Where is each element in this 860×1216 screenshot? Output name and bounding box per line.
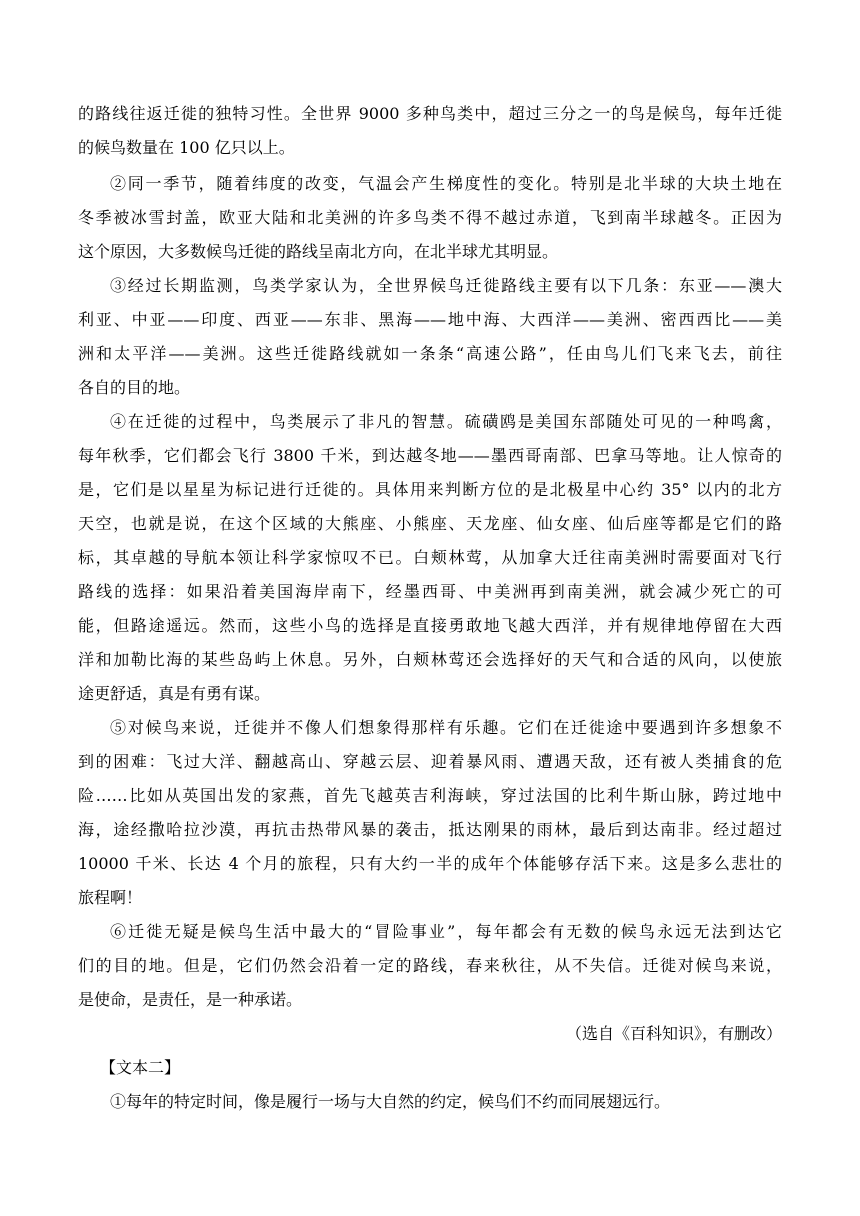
text-line: 冬季被冰雪封盖，欧亚大陆和北美洲的许多鸟类不得不越过赤道，飞到南半球越冬。正因为 bbox=[78, 208, 782, 227]
text-line: 标，其卓越的导航本领让科学家惊叹不已。白颊林莺，从加拿大迁往南美洲时需要面对飞行 bbox=[78, 548, 782, 567]
section-heading: 【文本二】 bbox=[100, 1058, 181, 1077]
text-line: 各自的目的地。 bbox=[78, 378, 191, 397]
text-line: 利亚、中亚——印度、西亚——东非、黑海——地中海、大西洋——美洲、密西西比——美 bbox=[78, 310, 782, 329]
text-line: 路线的选择：如果沿着美国海岸南下，经墨西哥、中美洲再到南美洲，就会减少死亡的可 bbox=[78, 582, 782, 601]
text-line: 们的目的地。但是，它们仍然会沿着一定的路线，春来秋往，从不失信。迁徙对候鸟来说， bbox=[78, 956, 782, 975]
text-line: 途更舒适，真是有勇有谋。 bbox=[78, 684, 271, 703]
paragraph-text2-1: ①每年的特定时间，像是履行一场与大自然的约定，候鸟们不约而同展翅远行。 bbox=[110, 1092, 671, 1111]
text-line: 旅程啊！ bbox=[78, 888, 143, 907]
text-line: 每年秋季，它们都会飞行 3800 千米，到达越冬地——墨西哥南部、巴拿马等地。让人惊奇的 bbox=[78, 446, 782, 465]
text-line: 险……比如从英国出发的家燕，首先飞越英吉利海峡，穿过法国的比利牛斯山脉，跨过地中 bbox=[78, 786, 782, 805]
paragraph-6-start: ⑥迁徙无疑是候鸟生活中最大的“冒险事业”，每年都会有无数的候鸟永远无法到达它 bbox=[110, 922, 782, 941]
text-line: 到的困难：飞过大洋、翻越高山、穿越云层、迎着暴风雨、遭遇天敌，还有被人类捕食的危 bbox=[78, 752, 782, 771]
text-line: 是，它们是以星星为标记进行迁徙的。具体用来判断方位的是北极星中心约 35° 以内的北方 bbox=[78, 480, 782, 499]
paragraph-4-start: ④在迁徙的过程中，鸟类展示了非凡的智慧。硫磺鸥是美国东部随处可见的一种鸣禽， bbox=[110, 412, 782, 431]
text-line: 是使命，是责任，是一种承诺。 bbox=[78, 990, 303, 1009]
text-line: 能，但路途遥远。然而，这些小鸟的选择是直接勇敢地飞越大西洋，并有规律地停留在大西 bbox=[78, 616, 782, 635]
text-line: 洲和太平洋——美洲。这些迁徙路线就如一条条“高速公路”，任由鸟儿们飞来飞去，前往 bbox=[78, 344, 782, 363]
text-line: 洋和加勒比海的某些岛屿上休息。另外，白颊林莺还会选择好的天气和合适的风向，以使旅 bbox=[78, 650, 782, 669]
text-line: 10000 千米、长达 4 个月的旅程，只有大约一半的成年个体能够存活下来。这是多么悲壮的 bbox=[78, 854, 782, 873]
text-line: 天空，也就是说，在这个区域的大熊座、小熊座、天龙座、仙女座、仙后座等都是它们的路 bbox=[78, 514, 782, 533]
paragraph-3-start: ③经过长期监测，鸟类学家认为，全世界候鸟迁徙路线主要有以下几条：东亚——澳大 bbox=[110, 276, 782, 295]
text-line: 这个原因，大多数候鸟迁徙的路线呈南北方向，在北半球尤其明显。 bbox=[78, 242, 559, 261]
source-citation: （选自《百科知识》，有删改） bbox=[565, 1024, 782, 1043]
text-line: 海，途经撒哈拉沙漠，再抗击热带风暴的袭击，抵达刚果的雨林，最后到达南非。经过超过 bbox=[78, 820, 782, 839]
paragraph-5-start: ⑤对候鸟来说，迁徙并不像人们想象得那样有乐趣。它们在迁徙途中要遇到许多想象不 bbox=[110, 718, 782, 737]
paragraph-2-start: ②同一季节，随着纬度的改变，气温会产生梯度性的变化。特别是北半球的大块土地在 bbox=[110, 174, 782, 193]
text-line: 的候鸟数量在 100 亿只以上。 bbox=[78, 138, 295, 157]
text-line: 的路线往返迁徙的独特习性。全世界 9000 多种鸟类中，超过三分之一的鸟是候鸟，每年迁徙 bbox=[78, 104, 782, 123]
